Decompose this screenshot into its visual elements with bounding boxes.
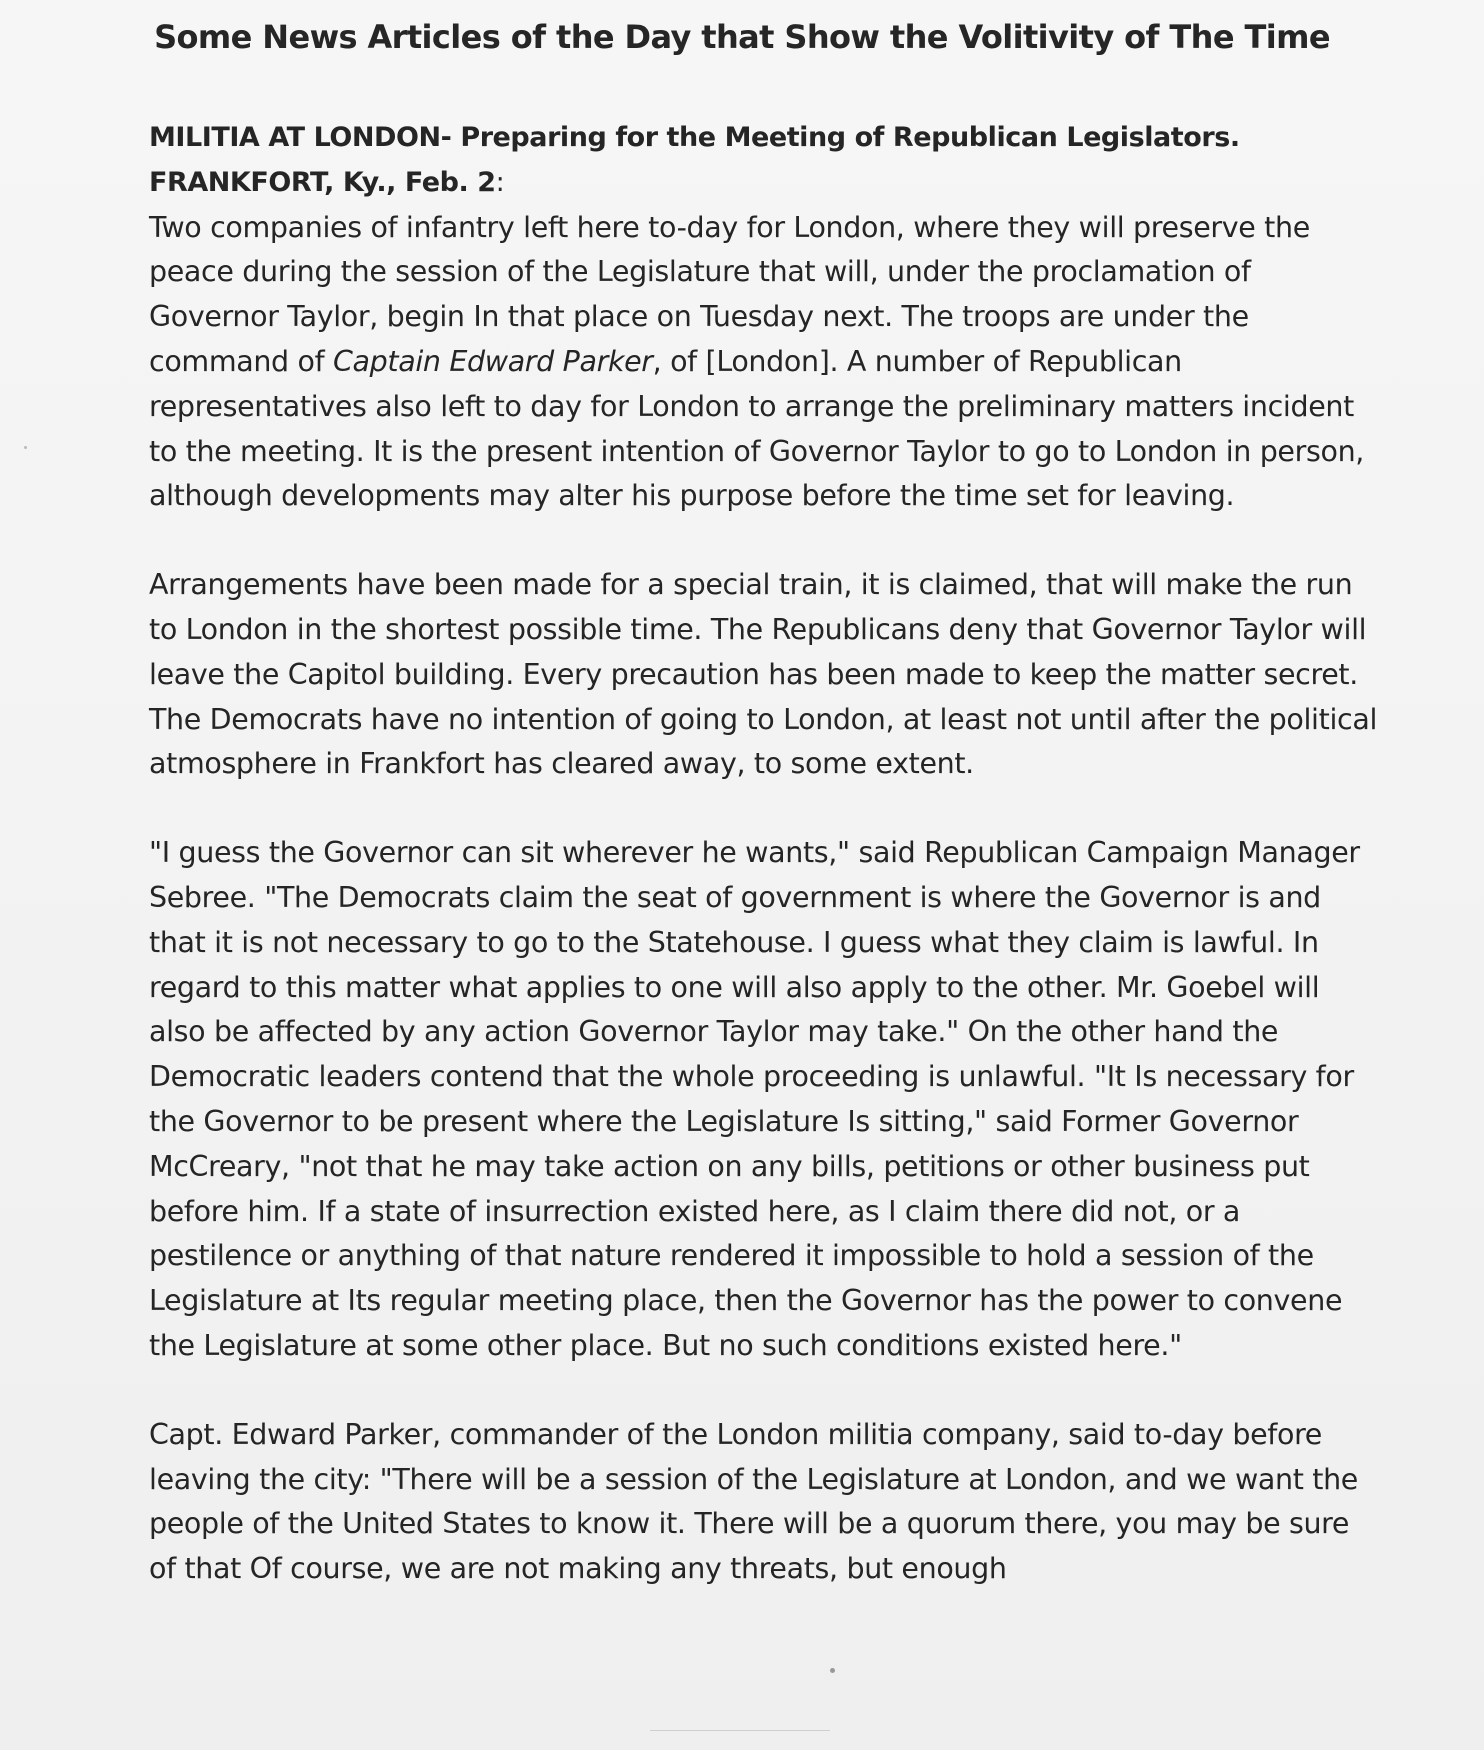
paragraph-1-text-b: , of [London]. A number of Republican representatives also left to day for London to arrange the preliminary matters incident to the meeting. It is the present intention of Governor Taylor to go to London in person, although developments may alter his purpose before the time set for leaving. (149, 344, 1364, 513)
dateline: FRANKFORT, Ky., Feb. 2 (149, 166, 496, 198)
captain-name-italic: Captain Edward Parker (333, 344, 653, 378)
article-headline (149, 116, 1379, 206)
paragraph-3: "I guess the Governor can sit wherever he wants," said Republican Campaign Manager Sebree. "The Democrats claim the seat of government is where the Governor is and that it is not necessary to go to the Statehouse. I guess what they claim is lawful. In regard to this matter what applies to one will also apply to the other. Mr. Goebel will also be affected by any action Governor Taylor may take." On the other hand the Democratic leaders contend that the whole proceeding is unlawful. "It Is necessary for the Governor to be present where the Legislature Is sitting," said Former Governor McCreary, "not that he may take action on any bills, petitions or other business put before him. If a state of insurrection existed here, as I claim there did not, or a pestilence or anything of that nature rendered it impossible to hold a session of the Legislature at Its regular meeting place, then the Governor has the power to convene the Legislature at some other place. But no such conditions existed here." (149, 836, 1360, 1362)
headline-line-1: MILITIA AT LONDON- Preparing for the Meeting of Republican Legislators. (149, 122, 1240, 153)
scan-speck (24, 446, 27, 449)
page-title: Some News Articles of the Day that Show the Volitivity of The Time (154, 18, 1330, 56)
paragraph-2: Arrangements have been made for a special train, it is claimed, that will make the run to London in the shortest possible time. The Republicans deny that Governor Taylor will leave the Capitol building. Every precaution has been made to keep the matter secret. The Democrats have no intention of going to London, at least not until after the political atmosphere in Frankfort has cleared away, to some extent. (149, 568, 1378, 781)
paragraph-4: Capt. Edward Parker, commander of the London militia company, said to-day before leaving the city: "There will be a session of the Legislature at London, and we want the people of the United States to know it. There will be a quorum there, you may be sure of that Of course, we are not making any threats, but enough (149, 1417, 1358, 1586)
dateline-colon: : (495, 166, 505, 198)
scan-artifact-line (650, 1730, 830, 1731)
scan-speck (830, 1668, 835, 1673)
article-body (149, 116, 1379, 1636)
headline-line-2 (149, 161, 1379, 206)
paragraph-1-text-a: Two companies of infantry left here to-day for London, where they will preserve the peace during the session of the Legislature that will, under the proclamation of Governor Taylor, begin In that place on Tuesday next. The troops are under the command of (149, 210, 1310, 378)
paragraph-1 (149, 206, 1379, 520)
